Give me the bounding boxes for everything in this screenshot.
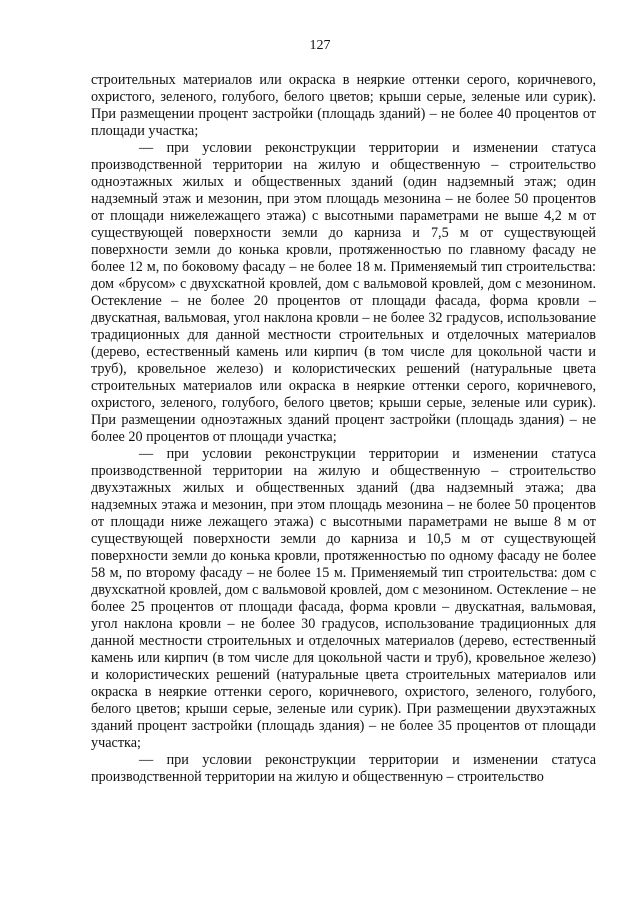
- paragraph: — при условии реконструкции территории и изменении статуса производственной территории на жилую и общественную – строительство: [91, 752, 596, 785]
- body-text: [91, 72, 596, 786]
- paragraph: — при условии реконструкции территории и изменении статуса производственной территории на жилую и общественную – строительство двухэтажных жилых и общественных зданий (два надземный этажа; два надземных этажа и мезонин, при этом площадь мезонина – не более 50 процентов от площади ниже лежащего этажа) с высотными параметрами не выше 8 м от существующей поверхности земли до карниза и 10,5 м от существующей поверхности земли до конька кровли, протяженностью по одному фасаду не более 58 м, по второму фасаду – не более 15 м. Применяемый тип строительства: дом с двухскатной кровлей, дом с вальмовой кровлей, дом с мезонином. Остекление – не более 25 процентов от площади фасада, форма кровли – двускатная, вальмовая, угол наклона кровли – не более 30 градусов, использование традиционных для данной местности строительных и отделочных материалов (дерево, естественный камень или кирпич (в том числе для цокольной части и труб), кровельное железо) и колористических решений (натуральные цвета строительных материалов или окраска в неяркие оттенки серого, коричневого, охристого, зеленого, голубого, белого цветов; крыши серые, зеленые или сурик). При размещении двухэтажных зданий процент застройки (площадь здания) – не более 35 процентов от площади участка;: [91, 446, 596, 751]
- paragraph: строительных материалов или окраска в неяркие оттенки серого, коричневого, охристого, зеленого, голубого, белого цветов; крыши серые, зеленые или сурик). При размещении процент застройки (площадь зданий) – не более 40 процентов от площади участка;: [91, 72, 596, 139]
- page-number: 127: [309, 38, 331, 53]
- paragraph: — при условии реконструкции территории и изменении статуса производственной территории на жилую и общественную – строительство одноэтажных жилых и общественных зданий (один надземный этаж; один надземный этаж и мезонин, при этом площадь мезонина – не более 50 процентов от площади нижележащего этажа) с высотными параметрами не выше 4,2 м от существующей поверхности земли до карниза и 7,5 м от существующей поверхности земли до конька кровли, протяженностью по главному фасаду не более 12 м, по боковому фасаду – не более 18 м. Применяемый тип строительства: дом «брусом» с двухскатной кровлей, дом с вальмовой кровлей, дом с мезонином. Остекление – не более 20 процентов от площади фасада, форма кровли – двускатная, вальмовая, угол наклона кровли – не более 32 градусов, использование традиционных для данной местности строительных и отделочных материалов (дерево, естественный камень или кирпич (в том числе для цокольной части и труб), кровельное железо) и колористических решений (натуральные цвета строительных материалов или окраска в неяркие оттенки серого, коричневого, охристого, зеленого, голубого, белого цветов; крыши серые, зеленые или сурик). При размещении одноэтажных зданий процент застройки (площадь здания) – не более 20 процентов от площади участка;: [91, 140, 596, 445]
